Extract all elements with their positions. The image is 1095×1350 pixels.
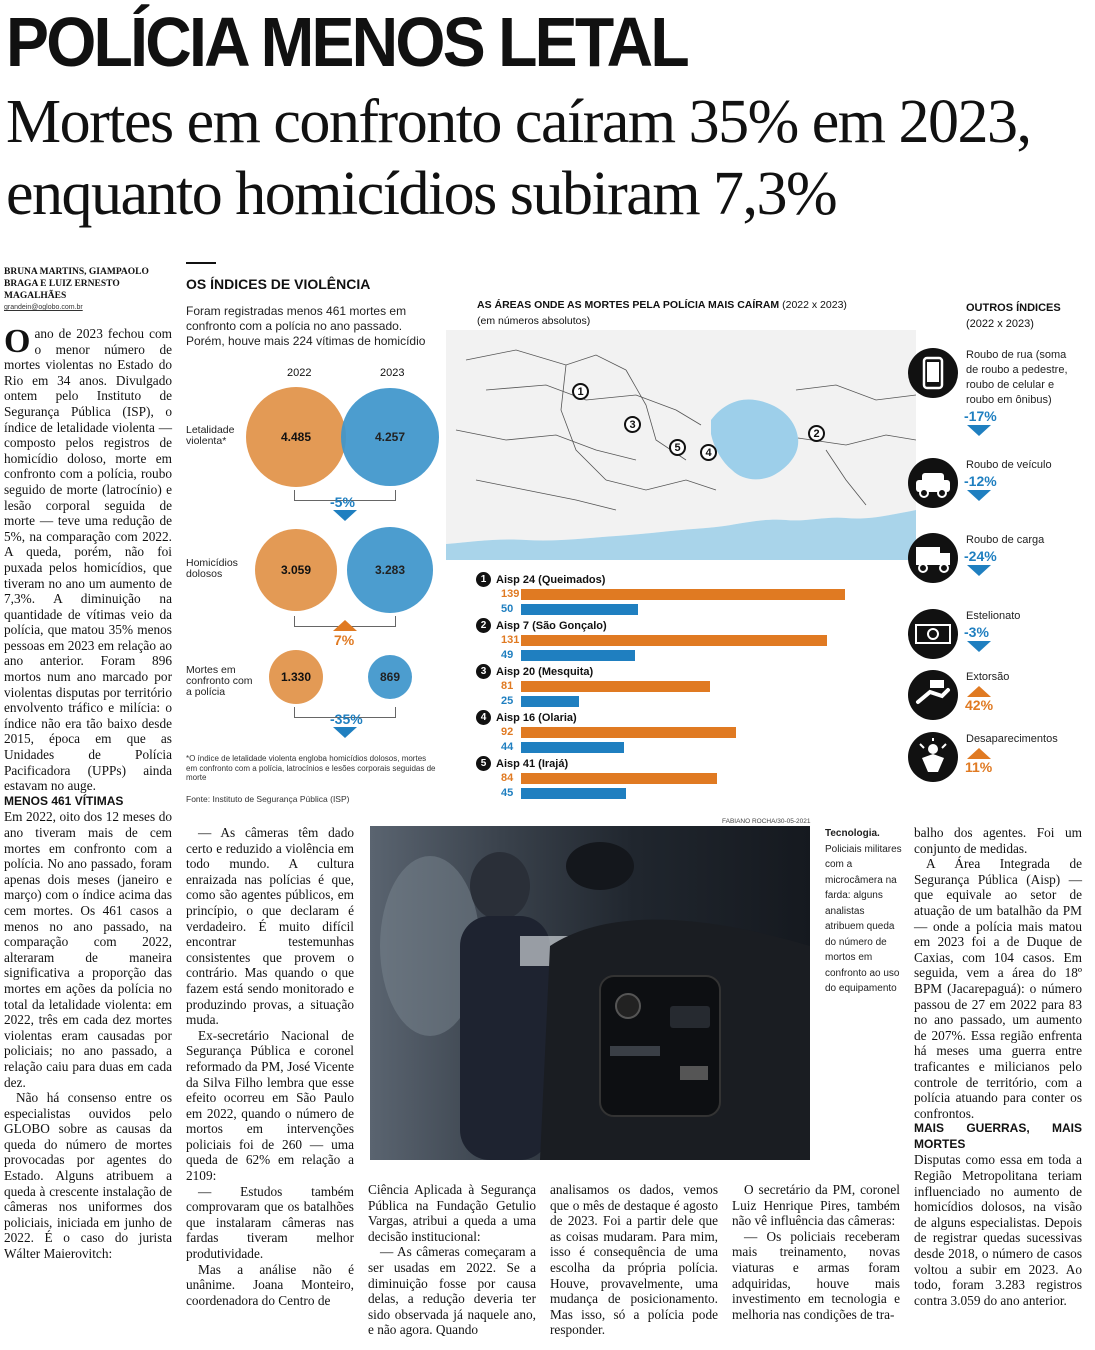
bubble-2023: 3.283 (347, 527, 433, 613)
photo-caption (825, 826, 905, 997)
map-marker-3: 3 (624, 416, 641, 433)
up-arrow-icon (967, 748, 991, 759)
bubble-2022: 3.059 (255, 529, 338, 612)
bubble-2022: 4.485 (246, 387, 346, 487)
section-subhead: MENOS 461 VÍTIMAS (4, 793, 124, 808)
bubble-2022: 1.330 (269, 650, 323, 704)
bar-value-2022: 84 (501, 772, 514, 784)
photo-credit: FABIANO ROCHA/30-05-2021 (722, 818, 811, 825)
down-arrow-icon (967, 425, 991, 436)
kicker-title: POLÍCIA MENOS LETAL (6, 3, 688, 81)
dropcap: O (4, 323, 31, 360)
bubble-row-label: Mortes em confronto com a polícia (186, 664, 253, 698)
other-index-change: -12% (964, 473, 997, 489)
map-marker-1: 1 (572, 383, 589, 400)
bar-value-2023: 44 (501, 741, 514, 753)
area-name: Aisp 7 (São Gonçalo) (496, 619, 607, 632)
bar-value-2022: 92 (501, 726, 514, 738)
other-index-change: -17% (964, 408, 997, 424)
article-paragraph: Em 2022, oito dos 12 meses do ano tiveram mais de cem mortes em confronto com a polícia. No ano passado, foram apenas dois meses (janeiro e março) com o índice acima das cem mortes. Os 461 casos a menos no ano passado, na comparação com 2022, alteraram de maneira significativa a proporção das mortes em ações da polícia no total da letalidade violenta: em 2022, três em cada dez mortes violentas eram causadas por policiais; no ano passado, a relação caiu para duas em cada dez. (4, 809, 172, 1090)
graphic-note: *O índice de letalidade violenta engloba homicídios dolosos, mortes em confronto com a polícia, latrocínios e lesões corporais seguidas de morte (186, 754, 436, 782)
other-index-title: OUTROS ÍNDICES (966, 302, 1061, 314)
photo-illustration (370, 826, 810, 1160)
article-column-2 (186, 825, 354, 1308)
missing-person-icon (908, 732, 958, 782)
other-index-label: Roubo de rua (soma de roubo a pedestre, roubo de celular e roubo em ônibus) (966, 349, 1068, 406)
banknote-icon (908, 609, 958, 659)
area-number-badge: 3 (476, 664, 491, 679)
down-arrow-icon (333, 727, 357, 738)
change-percent: 7% (334, 631, 355, 648)
up-arrow-icon (333, 620, 357, 631)
article-column-6 (914, 825, 1082, 1308)
article-paragraph: Disputas como essa em toda a Região Metropolitana teriam influenciado no aumento de homicídios dolosos, na visão de alguns especialistas. Depois de registrar quedas sucessivas desde 2018, o número de casos voltou a subir em 2023. Ao todo, foram 3.283 registros contra 3.059 do ano anterior. (914, 1152, 1082, 1308)
graphic-rule (186, 262, 216, 264)
article-paragraph: O secretário da PM, coronel Luiz Henrique Pires, também não vê influência das câmeras: (732, 1182, 900, 1229)
map-title-suffix: (2022 x 2023) (782, 299, 847, 311)
down-arrow-icon (333, 510, 357, 521)
article-column-5 (732, 1182, 900, 1322)
graphic-title: OS ÍNDICES DE VIOLÊNCIA (186, 276, 371, 292)
truck-icon (908, 533, 958, 583)
bubble-row-label: Letalidade violenta* (186, 424, 235, 447)
other-index-change: -24% (964, 548, 997, 564)
other-index-label: Roubo de veículo (966, 459, 1052, 471)
area-name: Aisp 20 (Mesquita) (496, 665, 594, 678)
other-index-change: -3% (964, 624, 989, 640)
down-arrow-icon (967, 565, 991, 576)
down-arrow-icon (967, 641, 991, 652)
other-index-label: Desaparecimentos (966, 733, 1058, 745)
down-arrow-icon (967, 490, 991, 501)
article-column-3 (368, 1182, 536, 1338)
other-index-label: Roubo de carga (966, 534, 1045, 546)
article-paragraph: analisamos os dados, vemos que o mês de destaque é agosto de 2023. Foi a partir dele que as coisas mudaram. Para mim, isso é consequência de uma escolha da própria polícia. Houve, provavelmente, uma mudança de posicionamento. Mas isso, só a polícia pode responder. (550, 1182, 718, 1338)
bubble-row-label: Homicídios dolosos (186, 557, 238, 580)
bar-value-2022: 131 (501, 634, 520, 646)
other-index-label: Extorsão (966, 671, 1010, 683)
area-number-badge: 4 (476, 710, 491, 725)
bar-2023 (521, 604, 638, 615)
area-number-badge: 1 (476, 572, 491, 587)
bar-2022 (521, 773, 717, 784)
map-marker-5: 5 (669, 439, 686, 456)
area-name: Aisp 16 (Olaria) (496, 711, 577, 724)
year-label-2023: 2023 (380, 367, 405, 379)
bar-2023 (521, 788, 626, 799)
change-percent: -35% (330, 711, 363, 728)
bar-2023 (521, 696, 579, 707)
headline: Mortes em confronto caíram 35% em 2023, enquanto homicídios subiram 7,3% (6, 88, 1031, 228)
bar-value-2022: 81 (501, 680, 514, 692)
bar-value-2023: 50 (501, 603, 514, 615)
area-header (476, 572, 605, 587)
bubble-2023: 4.257 (341, 388, 438, 485)
bubble-2023: 869 (368, 655, 412, 699)
bar-2022 (521, 727, 736, 738)
area-header (476, 618, 607, 633)
area-header (476, 664, 593, 679)
map-marker-2: 2 (808, 425, 825, 442)
article-paragraph: A Área Integrada de Segurança Pública (Aisp) — que equivale ao setor de atuação de um batalhão da PM — onde a polícia mais matou em 2023 foi a de Duque de Caxias, com 104 casos. Em seguida, vem a área do 18º BPM (Jacarepaguá): o número passou de 27 em 2022 para 83 no ano passado, um aumento de 207%. Essa região enfrenta há meses uma guerra entre traficantes e milicianos pelo controle de território, com a polícia atuando para conter os confrontos. (914, 856, 1082, 1121)
article-paragraph: Mas a análise não é unânime. Joana Monteiro, coordenadora do Centro de (186, 1261, 354, 1308)
police-photo (370, 826, 810, 1160)
byline-email[interactable]: grandein@oglobo.com.br (4, 304, 83, 311)
article-paragraph: — As câmeras têm dado certo e reduzido a violência em todo mundo. A cultura enraizada nas polícias é que, como são agentes públicos, em princípio, o que declaram é verdadeiro. É muito difícil encontrar testemunhas consistentes que provem o contrário. Mas quando o que fazem está sendo monitorado e produzindo provas, a situação muda. (186, 825, 354, 1028)
other-index-change: 11% (965, 759, 993, 775)
area-name: Aisp 41 (Irajá) (496, 757, 569, 770)
bar-2022 (521, 681, 710, 692)
graphic-intro: Foram registradas menos 461 mortes em confronto com a polícia no ano passado. Porém, houve mais 224 vítimas de homicídio (186, 304, 426, 348)
other-index-label: Estelionato (966, 610, 1021, 622)
bar-value-2022: 139 (501, 588, 520, 600)
bar-value-2023: 49 (501, 649, 514, 661)
map-subtitle: (em números absolutos) (477, 315, 591, 327)
other-index-change: 42% (965, 697, 994, 713)
map-marker-4: 4 (700, 444, 717, 461)
car-icon (908, 458, 958, 508)
article-paragraph: ano de 2023 fechou com o menor número de mortes violentas no Estado do Rio em 34 anos. Divulgado ontem pelo Instituto de Segurança Pública (ISP), o índice de letalidade violenta — composto pelos registros de homicídio doloso, morte em confronto com a polícia, roubo seguido de morte (latrocínio) e lesão corporal seguida de morte — teve uma redução de 5%, na comparação com 2022. A queda, porém, não foi puxada pelos homicídios, que tiveram no ano um aumento de 7,3%. A diminuição na quantidade de vítimas veio da polícia, que matou 35% menos pessoas em 2023 em relação ao ano anterior. Foram 896 mortos num ano marcado por violentas disputas por território envolvento tráfico e milícia: o índice não era tão baixo desde 2015, época em que as Unidades de Polícia Pacificadora (UPPs) ainda estavam no auge. (4, 326, 172, 794)
smartphone-icon (908, 348, 958, 398)
section-subhead: MAIS GUERRAS, MAIS MORTES (914, 1121, 1082, 1151)
map-land (446, 330, 916, 544)
article-paragraph: Não há consenso entre os especialistas ouvidos pelo GLOBO sobre as causas da queda do número de mortes provocadas por agentes do Estado. Alguns atribuem a queda à crescente instalação de câmeras nos uniformes dos policiais, iniciada em junho de 2022. É o caso do jurista Wálter Maierovitch: (4, 1090, 172, 1262)
article-paragraph: Ex-secretário Nacional de Segurança Pública e coronel reformado da PM, José Vicente da Silva Filho lembra que esse efeito ocorreu em São Paulo em 2022, quando o número de mortos em intervenções policiais foi de 260 — uma queda de 62% em relação a 2109: (186, 1027, 354, 1184)
bar-value-2023: 45 (501, 787, 514, 799)
area-number-badge: 2 (476, 618, 491, 633)
article-paragraph: Ciência Aplicada à Segurança Pública na Fundação Getulio Vargas, atribui a queda a uma decisão institucional: (368, 1182, 536, 1244)
map-title (477, 299, 847, 311)
up-arrow-icon (967, 686, 991, 697)
article-column-1 (4, 323, 172, 1262)
bar-2023 (521, 742, 624, 753)
photo-caption-text: Policiais militares com a microcâmera na farda: alguns analistas atribuem queda do número de mortos em confronto ao uso do equipamento (825, 843, 902, 994)
article-paragraph: — As câmeras começaram a ser usadas em 2022. Se a diminuição fosse por causa delas, a redução deveria ter sido observada já naquele ano, e não agora. Quando (368, 1244, 536, 1338)
article-paragraph: — Estudos também comprovaram que os batalhões que instalaram câmeras nas fardas tiveram melhor produtividade. (186, 1183, 354, 1262)
bar-2022 (521, 589, 845, 600)
area-number-badge: 5 (476, 756, 491, 771)
hand-money-icon (908, 670, 958, 720)
article-column-4 (550, 1182, 718, 1338)
year-label-2022: 2022 (287, 367, 312, 379)
other-index-subtitle: (2022 x 2023) (966, 318, 1034, 330)
graphic-source: Fonte: Instituto de Segurança Pública (ISP) (186, 794, 350, 804)
bar-value-2023: 25 (501, 695, 514, 707)
article-paragraph: — Os policiais receberam mais treinamento, novas viaturas e armas foram adquiridas, houve mais investimento em tecnologia e melhoria nas condições de tra- (732, 1228, 900, 1322)
area-header (476, 710, 577, 725)
change-percent: -5% (330, 494, 355, 510)
map-title-main: AS ÁREAS ONDE AS MORTES PELA POLÍCIA MAIS CAÍRAM (477, 299, 780, 311)
bar-2023 (521, 650, 635, 661)
bar-2022 (521, 635, 827, 646)
area-header (476, 756, 568, 771)
byline-authors: BRUNA MARTINS, GIAMPAOLO BRAGA E LUIZ ERNESTO MAGALHÃES (4, 267, 149, 301)
area-name: Aisp 24 (Queimados) (496, 573, 606, 586)
article-paragraph: balho dos agentes. Foi um conjunto de medidas. (914, 825, 1082, 856)
photo-caption-title: Tecnologia. (825, 828, 880, 839)
